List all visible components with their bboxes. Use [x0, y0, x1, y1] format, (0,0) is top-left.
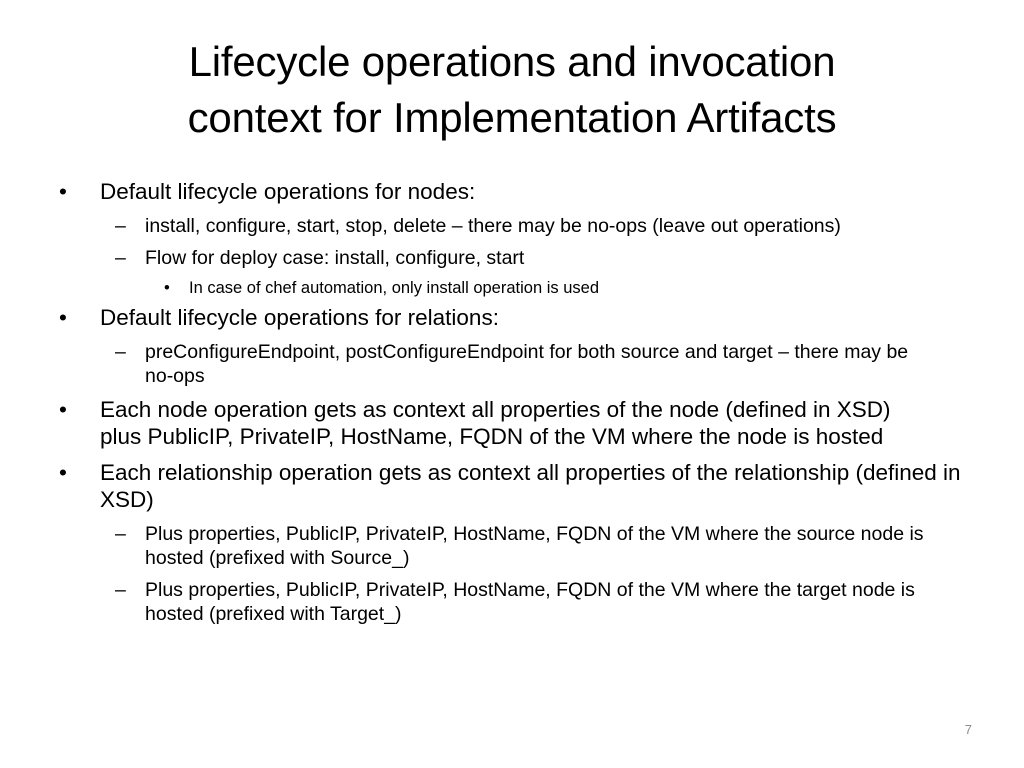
dash-icon: – [115, 523, 126, 545]
bullet-text-line-2: plus PublicIP, PrivateIP, HostName, FQDN of the VM where the node is hosted [100, 424, 884, 449]
sub-bullet-text: install, configure, start, stop, delete – there may be no-ops (leave out operations) [145, 215, 841, 237]
bullet-item [0, 304, 964, 331]
bullet-list [0, 178, 1024, 634]
slide-title-line-1: Lifecycle operations and invocation [188, 38, 836, 85]
bullet-text: Each relationship operation gets as context all properties of the relationship (defined in XSD) [100, 460, 961, 512]
sub-bullet-text: preConfigureEndpoint, postConfigureEndpoint for both source and target – there may be no-ops [145, 341, 909, 387]
sub-bullet-text: Flow for deploy case: install, configure, start [145, 247, 525, 269]
bullet-item [0, 459, 964, 513]
dash-icon: – [115, 247, 126, 269]
sub-bullet-item [0, 578, 936, 626]
sub-bullet-item [0, 340, 936, 388]
bullet-dot-icon: • [59, 397, 67, 422]
sub-bullet-item [0, 214, 936, 238]
sub-bullet-item [0, 522, 936, 570]
bullet-dot-icon: • [59, 179, 67, 204]
sub-bullet-item [0, 246, 936, 270]
dash-icon: – [115, 579, 126, 601]
dash-icon: – [115, 341, 126, 363]
bullet-dot-icon: • [59, 460, 67, 485]
bullet-dot-icon: • [164, 279, 170, 297]
sub-bullet-text: Plus properties, PublicIP, PrivateIP, HostName, FQDN of the VM where the target node is hosted (prefixed with Target_) [145, 579, 915, 625]
slide-title [40, 34, 984, 146]
slide-title-line-2: context for Implementation Artifacts [187, 94, 837, 141]
slide-number: 7 [964, 722, 972, 737]
bullet-dot-icon: • [59, 305, 67, 330]
bullet-text-line-1: Each node operation gets as context all properties of the node (defined in XSD) [100, 397, 891, 422]
bullet-text: Default lifecycle operations for nodes: [100, 179, 476, 204]
bullet-text: Default lifecycle operations for relations: [100, 305, 499, 330]
dash-icon: – [115, 215, 126, 237]
bullet-item [0, 396, 964, 450]
bullet-item [0, 178, 964, 205]
sub-sub-bullet-item [0, 278, 924, 298]
sub-bullet-text: Plus properties, PublicIP, PrivateIP, HostName, FQDN of the VM where the source node is hosted (prefixed with Source_) [145, 523, 924, 569]
sub-sub-bullet-text: In case of chef automation, only install operation is used [189, 279, 599, 297]
